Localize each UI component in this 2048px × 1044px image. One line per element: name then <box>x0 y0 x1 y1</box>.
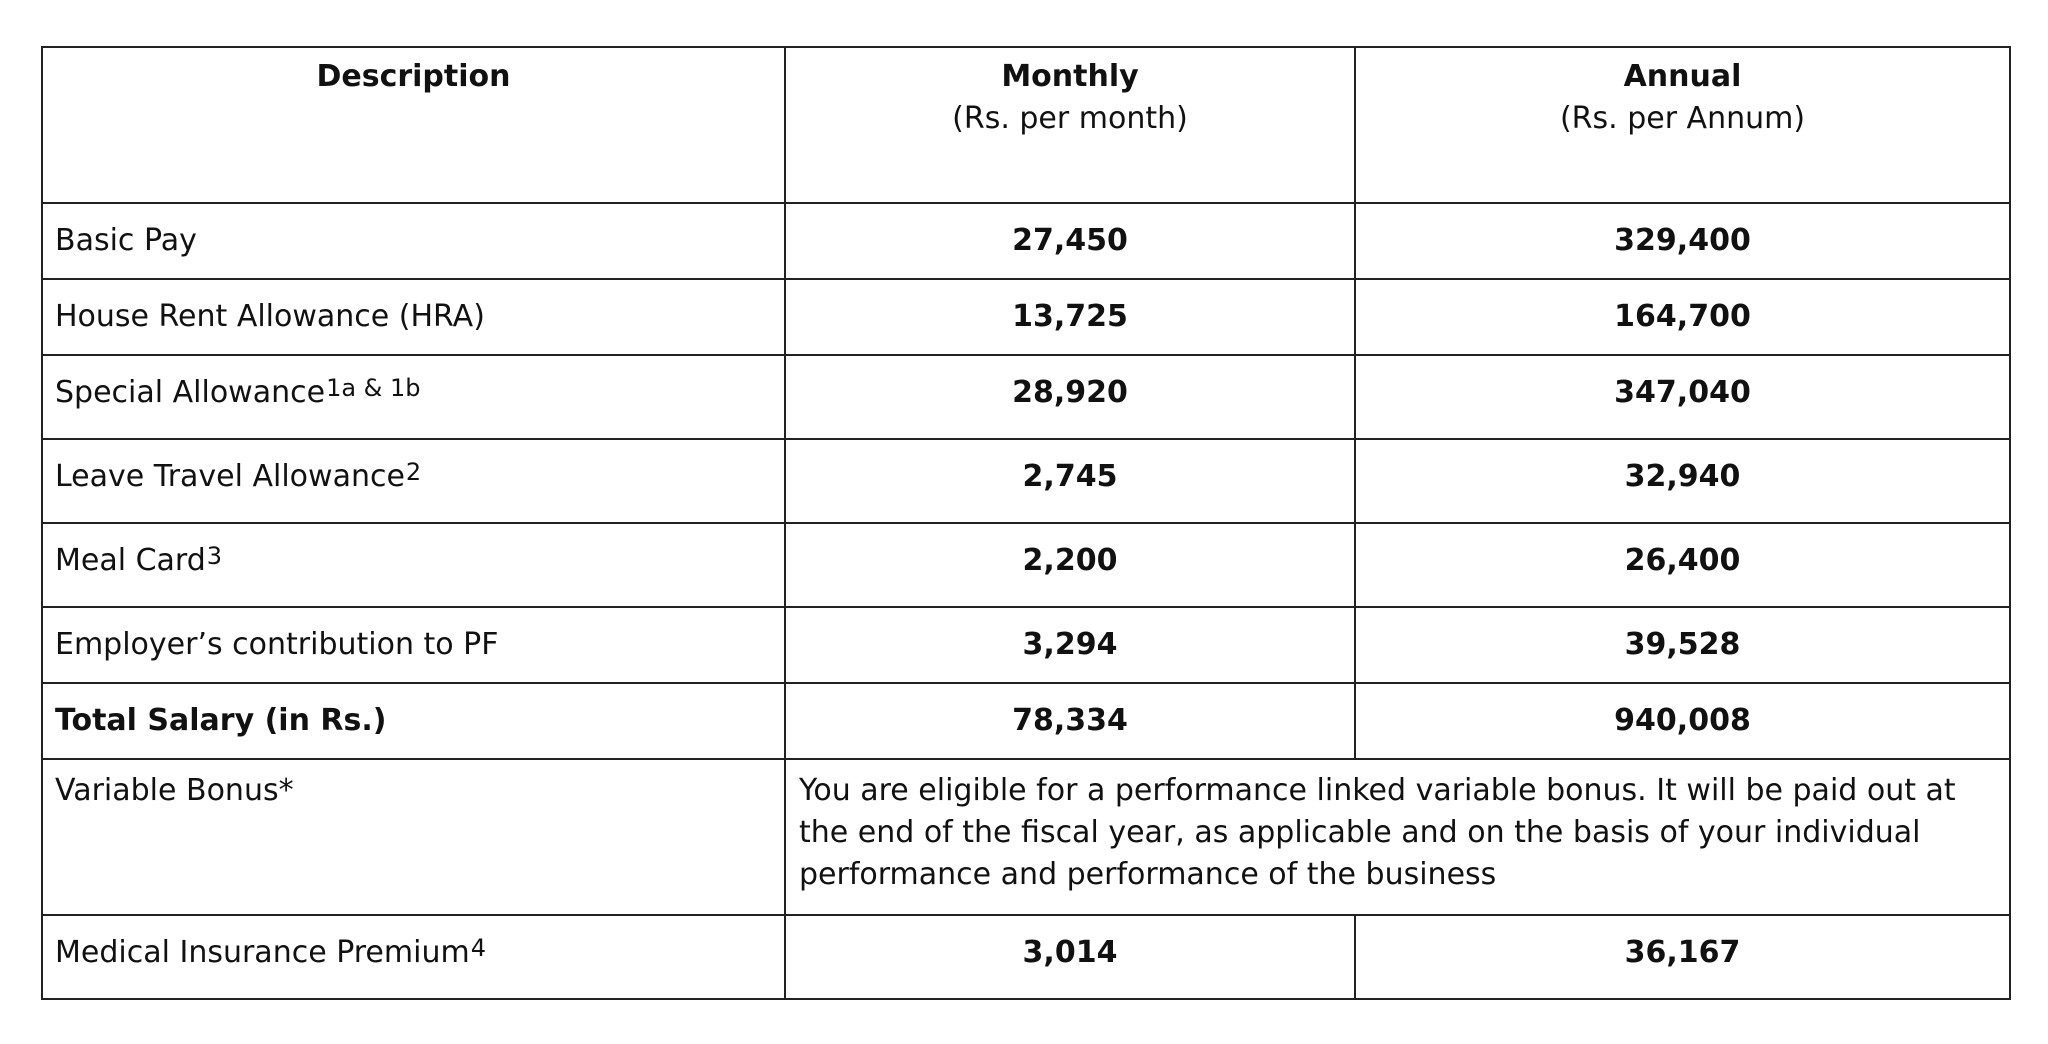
row-label <box>42 439 785 523</box>
header-annual-unit: (Rs. per Annum) <box>1559 101 1806 136</box>
table-row-basic-pay <box>42 203 2010 279</box>
variable-bonus-label: Variable Bonus* <box>42 759 785 915</box>
table-row-hra <box>42 279 2010 355</box>
table-row-variable-bonus <box>42 759 2010 915</box>
row-label-text: Special Allowance <box>55 375 326 410</box>
total-monthly-value: 78,334 <box>785 683 1355 759</box>
table-row-special-allowance <box>42 355 2010 439</box>
table-row-employer-pf <box>42 607 2010 683</box>
row-annual-value: 39,528 <box>1355 607 2010 683</box>
row-monthly-value: 13,725 <box>785 279 1355 355</box>
total-label: Total Salary (in Rs.) <box>42 683 785 759</box>
row-label-text: Employer’s contribution to PF <box>55 627 499 662</box>
header-description-label: Description <box>316 59 511 94</box>
row-label-text: Meal Card <box>55 543 206 578</box>
row-label <box>42 355 785 439</box>
row-annual-value: 32,940 <box>1355 439 2010 523</box>
row-monthly-value: 2,745 <box>785 439 1355 523</box>
row-annual-value: 26,400 <box>1355 523 2010 607</box>
row-label-text: Leave Travel Allowance <box>55 459 405 494</box>
row-label <box>42 607 785 683</box>
row-annual-value: 329,400 <box>1355 203 2010 279</box>
row-label-text: Basic Pay <box>55 223 197 258</box>
header-monthly-label: Monthly <box>1001 59 1139 94</box>
row-annual-value: 164,700 <box>1355 279 2010 355</box>
row-monthly-value: 27,450 <box>785 203 1355 279</box>
row-monthly-value: 28,920 <box>785 355 1355 439</box>
table-row-meal-card <box>42 523 2010 607</box>
total-annual-value: 940,008 <box>1355 683 2010 759</box>
footnote-marker: 4 <box>470 934 486 962</box>
row-label <box>42 915 785 999</box>
header-monthly <box>785 47 1355 203</box>
row-label <box>42 279 785 355</box>
footnote-marker: 2 <box>405 458 422 486</box>
footnote-marker: 3 <box>206 542 223 570</box>
header-annual <box>1355 47 2010 203</box>
row-annual-value: 347,040 <box>1355 355 2010 439</box>
row-label-text: Medical Insurance Premium <box>55 935 470 970</box>
row-monthly-value: 2,200 <box>785 523 1355 607</box>
table-row-medical-insurance <box>42 915 2010 999</box>
row-label-text: House Rent Allowance (HRA) <box>55 299 485 334</box>
medical-annual-value: 36,167 <box>1355 915 2010 999</box>
table-row-total-salary <box>42 683 2010 759</box>
row-label <box>42 523 785 607</box>
header-description <box>42 47 785 203</box>
salary-breakup-table <box>41 46 2011 1000</box>
table-row-leave-travel-allowance <box>42 439 2010 523</box>
header-annual-label: Annual <box>1623 59 1742 94</box>
header-monthly-unit: (Rs. per month) <box>952 101 1188 136</box>
row-monthly-value: 3,294 <box>785 607 1355 683</box>
variable-bonus-description: You are eligible for a performance linked variable bonus. It will be paid out at the end of the fiscal year, as applicable and on the basis of your individual performance and performance of the business <box>785 759 2010 915</box>
row-label <box>42 203 785 279</box>
medical-monthly-value: 3,014 <box>785 915 1355 999</box>
table-header-row <box>42 47 2010 203</box>
footnote-marker: 1a & 1b <box>326 374 421 402</box>
